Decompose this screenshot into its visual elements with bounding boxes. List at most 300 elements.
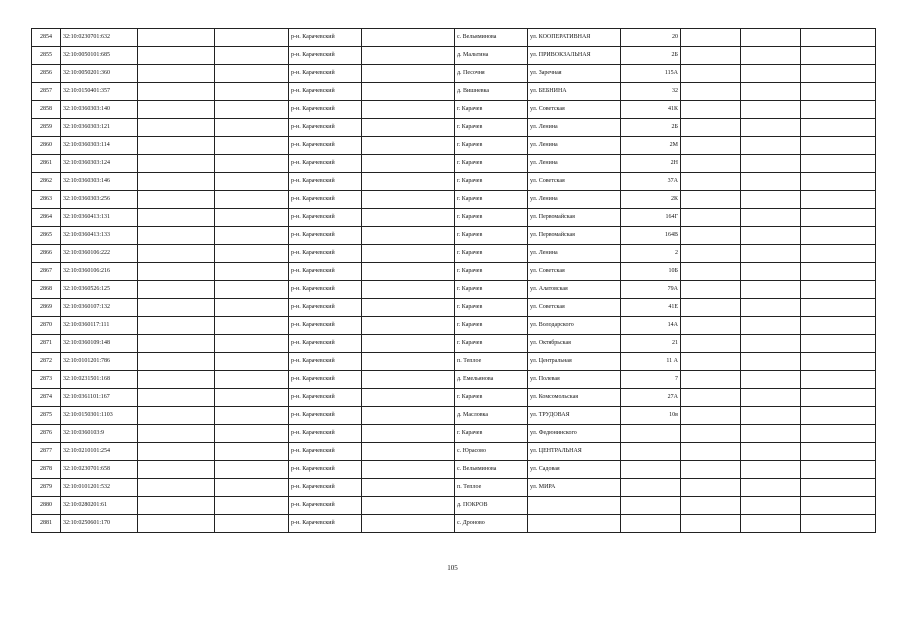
empty-cell [741, 299, 801, 317]
house-cell [621, 443, 681, 461]
district-cell: р-н. Карачевский [289, 137, 362, 155]
street-cell [528, 497, 621, 515]
house-cell: 32 [621, 83, 681, 101]
street-cell: ул. МИРА [528, 479, 621, 497]
empty-cell [741, 101, 801, 119]
street-cell: ул. Советская [528, 263, 621, 281]
table-row [32, 497, 876, 515]
locality-cell: г. Карачев [455, 335, 528, 353]
empty-cell [801, 245, 876, 263]
district-cell: р-н. Карачевский [289, 245, 362, 263]
row-number: 2877 [32, 443, 61, 461]
house-cell: 2Н [621, 155, 681, 173]
empty-cell [138, 227, 215, 245]
empty-cell [362, 83, 455, 101]
empty-cell [138, 245, 215, 263]
table-row [32, 29, 876, 47]
cadastral-number: 32:10:0360109:148 [61, 335, 138, 353]
empty-cell [801, 83, 876, 101]
district-cell: р-н. Карачевский [289, 299, 362, 317]
empty-cell [362, 65, 455, 83]
empty-cell [215, 83, 289, 101]
district-cell: р-н. Карачевский [289, 227, 362, 245]
empty-cell [681, 65, 741, 83]
empty-cell [215, 299, 289, 317]
empty-cell [801, 227, 876, 245]
empty-cell [215, 155, 289, 173]
empty-cell [362, 263, 455, 281]
registry-table [31, 28, 876, 533]
house-cell: 115А [621, 65, 681, 83]
empty-cell [362, 173, 455, 191]
empty-cell [138, 317, 215, 335]
empty-cell [362, 497, 455, 515]
street-cell: ул. Федюнинского [528, 425, 621, 443]
cadastral-number: 32:10:0360303:114 [61, 137, 138, 155]
row-number: 2863 [32, 191, 61, 209]
table-row [32, 335, 876, 353]
locality-cell: г. Карачев [455, 317, 528, 335]
district-cell: р-н. Карачевский [289, 407, 362, 425]
empty-cell [215, 263, 289, 281]
row-number: 2881 [32, 515, 61, 533]
street-cell: ул. Ленина [528, 155, 621, 173]
table-row [32, 65, 876, 83]
empty-cell [741, 479, 801, 497]
empty-cell [741, 227, 801, 245]
row-number: 2864 [32, 209, 61, 227]
empty-cell [681, 137, 741, 155]
empty-cell [362, 335, 455, 353]
empty-cell [362, 191, 455, 209]
locality-cell: г. Карачев [455, 389, 528, 407]
house-cell: 2Б [621, 47, 681, 65]
locality-cell: с. Вельяминова [455, 461, 528, 479]
house-cell [621, 425, 681, 443]
empty-cell [801, 407, 876, 425]
empty-cell [215, 29, 289, 47]
house-cell: 164Г [621, 209, 681, 227]
cadastral-number: 32:10:0230701:632 [61, 29, 138, 47]
empty-cell [681, 227, 741, 245]
house-cell: 2 [621, 245, 681, 263]
empty-cell [801, 155, 876, 173]
locality-cell: д. Вишневка [455, 83, 528, 101]
empty-cell [681, 119, 741, 137]
district-cell: р-н. Карачевский [289, 281, 362, 299]
empty-cell [138, 83, 215, 101]
district-cell: р-н. Карачевский [289, 209, 362, 227]
empty-cell [741, 245, 801, 263]
locality-cell: г. Карачев [455, 137, 528, 155]
empty-cell [215, 515, 289, 533]
district-cell: р-н. Карачевский [289, 29, 362, 47]
empty-cell [138, 443, 215, 461]
empty-cell [138, 29, 215, 47]
empty-cell [801, 101, 876, 119]
locality-cell: г. Карачев [455, 299, 528, 317]
empty-cell [741, 461, 801, 479]
empty-cell [362, 479, 455, 497]
house-cell: 2Б [621, 119, 681, 137]
street-cell: ул. Советская [528, 101, 621, 119]
table-row [32, 209, 876, 227]
house-cell: 10в [621, 407, 681, 425]
empty-cell [215, 407, 289, 425]
empty-cell [362, 425, 455, 443]
house-cell: 20 [621, 29, 681, 47]
empty-cell [362, 29, 455, 47]
empty-cell [741, 137, 801, 155]
empty-cell [138, 209, 215, 227]
cadastral-number: 32:10:0360103:9 [61, 425, 138, 443]
street-cell: ул. Первомайская [528, 209, 621, 227]
empty-cell [681, 461, 741, 479]
cadastral-number: 32:10:0210101:254 [61, 443, 138, 461]
empty-cell [215, 119, 289, 137]
empty-cell [215, 227, 289, 245]
empty-cell [138, 353, 215, 371]
locality-cell: д. Емельянова [455, 371, 528, 389]
locality-cell: г. Карачев [455, 263, 528, 281]
house-cell: 21 [621, 335, 681, 353]
empty-cell [801, 281, 876, 299]
house-cell: 2М [621, 137, 681, 155]
empty-cell [741, 425, 801, 443]
empty-cell [215, 281, 289, 299]
empty-cell [215, 479, 289, 497]
empty-cell [138, 101, 215, 119]
empty-cell [801, 173, 876, 191]
table-row [32, 479, 876, 497]
empty-cell [362, 209, 455, 227]
empty-cell [362, 155, 455, 173]
street-cell: ул. Ленина [528, 191, 621, 209]
empty-cell [741, 443, 801, 461]
street-cell: ул. Полевая [528, 371, 621, 389]
empty-cell [741, 155, 801, 173]
cadastral-number: 32:10:0150401:357 [61, 83, 138, 101]
empty-cell [741, 173, 801, 191]
locality-cell: д. Масловка [455, 407, 528, 425]
empty-cell [801, 371, 876, 389]
empty-cell [362, 317, 455, 335]
cadastral-number: 32:10:0361101:167 [61, 389, 138, 407]
locality-cell: г. Карачев [455, 155, 528, 173]
district-cell: р-н. Карачевский [289, 443, 362, 461]
locality-cell: д. Песочня [455, 65, 528, 83]
page-number: 105 [447, 564, 458, 572]
cadastral-number: 32:10:0360106:222 [61, 245, 138, 263]
empty-cell [741, 389, 801, 407]
row-number: 2878 [32, 461, 61, 479]
street-cell: ул. ТРУДОВАЯ [528, 407, 621, 425]
empty-cell [801, 29, 876, 47]
street-cell: ул. Комсомольская [528, 389, 621, 407]
row-number: 2880 [32, 497, 61, 515]
empty-cell [801, 497, 876, 515]
empty-cell [138, 389, 215, 407]
empty-cell [741, 353, 801, 371]
empty-cell [362, 101, 455, 119]
table-row [32, 407, 876, 425]
table-row [32, 317, 876, 335]
locality-cell: г. Карачев [455, 209, 528, 227]
locality-cell: г. Карачев [455, 119, 528, 137]
district-cell: р-н. Карачевский [289, 263, 362, 281]
cadastral-number: 32:10:0280201:61 [61, 497, 138, 515]
empty-cell [681, 101, 741, 119]
empty-cell [138, 47, 215, 65]
cadastral-number: 32:10:0360303:140 [61, 101, 138, 119]
empty-cell [681, 155, 741, 173]
empty-cell [801, 353, 876, 371]
table-row [32, 173, 876, 191]
district-cell: р-н. Карачевский [289, 83, 362, 101]
locality-cell: с. Юрасово [455, 443, 528, 461]
row-number: 2860 [32, 137, 61, 155]
empty-cell [138, 191, 215, 209]
cadastral-number: 32:10:0360303:124 [61, 155, 138, 173]
district-cell: р-н. Карачевский [289, 371, 362, 389]
street-cell: ул. Алатовская [528, 281, 621, 299]
empty-cell [215, 209, 289, 227]
empty-cell [801, 65, 876, 83]
empty-cell [215, 335, 289, 353]
row-number: 2874 [32, 389, 61, 407]
street-cell: ул. КООПЕРАТИВНАЯ [528, 29, 621, 47]
empty-cell [215, 443, 289, 461]
row-number: 2858 [32, 101, 61, 119]
empty-cell [741, 407, 801, 425]
empty-cell [801, 515, 876, 533]
district-cell: р-н. Карачевский [289, 515, 362, 533]
empty-cell [801, 479, 876, 497]
house-cell: 79А [621, 281, 681, 299]
empty-cell [801, 317, 876, 335]
empty-cell [801, 263, 876, 281]
empty-cell [681, 425, 741, 443]
table-row [32, 461, 876, 479]
district-cell: р-н. Карачевский [289, 47, 362, 65]
empty-cell [681, 299, 741, 317]
street-cell: ул. ЦЕНТРАЛЬНАЯ [528, 443, 621, 461]
locality-cell: г. Карачев [455, 191, 528, 209]
empty-cell [138, 281, 215, 299]
district-cell: р-н. Карачевский [289, 335, 362, 353]
row-number: 2856 [32, 65, 61, 83]
empty-cell [741, 209, 801, 227]
empty-cell [741, 263, 801, 281]
locality-cell: п. Теплое [455, 479, 528, 497]
table-row [32, 389, 876, 407]
house-cell [621, 515, 681, 533]
cadastral-number: 32:10:0101201:786 [61, 353, 138, 371]
empty-cell [681, 263, 741, 281]
district-cell: р-н. Карачевский [289, 317, 362, 335]
empty-cell [801, 443, 876, 461]
empty-cell [138, 65, 215, 83]
empty-cell [215, 245, 289, 263]
cadastral-number: 32:10:0360303:121 [61, 119, 138, 137]
empty-cell [215, 497, 289, 515]
empty-cell [215, 461, 289, 479]
cadastral-number: 32:10:0360117:111 [61, 317, 138, 335]
cadastral-number: 32:10:0360303:256 [61, 191, 138, 209]
empty-cell [801, 119, 876, 137]
empty-cell [138, 173, 215, 191]
empty-cell [362, 119, 455, 137]
empty-cell [362, 515, 455, 533]
empty-cell [362, 353, 455, 371]
row-number: 2869 [32, 299, 61, 317]
empty-cell [681, 389, 741, 407]
locality-cell: г. Карачев [455, 101, 528, 119]
row-number: 2868 [32, 281, 61, 299]
empty-cell [681, 515, 741, 533]
empty-cell [215, 173, 289, 191]
district-cell: р-н. Карачевский [289, 191, 362, 209]
empty-cell [741, 317, 801, 335]
empty-cell [741, 335, 801, 353]
empty-cell [215, 101, 289, 119]
empty-cell [741, 65, 801, 83]
empty-cell [215, 371, 289, 389]
row-number: 2865 [32, 227, 61, 245]
empty-cell [138, 497, 215, 515]
empty-cell [138, 371, 215, 389]
street-cell: ул. Ленина [528, 245, 621, 263]
street-cell: ул. ПРИВОКЗАЛЬНАЯ [528, 47, 621, 65]
district-cell: р-н. Карачевский [289, 461, 362, 479]
house-cell [621, 479, 681, 497]
empty-cell [801, 47, 876, 65]
empty-cell [801, 389, 876, 407]
empty-cell [741, 191, 801, 209]
locality-cell: г. Карачев [455, 425, 528, 443]
empty-cell [681, 245, 741, 263]
empty-cell [138, 335, 215, 353]
empty-cell [801, 461, 876, 479]
row-number: 2855 [32, 47, 61, 65]
district-cell: р-н. Карачевский [289, 173, 362, 191]
empty-cell [362, 443, 455, 461]
street-cell: ул. Первомайская [528, 227, 621, 245]
district-cell: р-н. Карачевский [289, 155, 362, 173]
empty-cell [138, 515, 215, 533]
cadastral-number: 32:10:0050201:360 [61, 65, 138, 83]
row-number: 2857 [32, 83, 61, 101]
empty-cell [138, 479, 215, 497]
row-number: 2867 [32, 263, 61, 281]
empty-cell [681, 209, 741, 227]
street-cell: ул. Ленина [528, 137, 621, 155]
locality-cell: п. Теплое [455, 353, 528, 371]
empty-cell [138, 155, 215, 173]
empty-cell [215, 47, 289, 65]
house-cell: 164В [621, 227, 681, 245]
empty-cell [215, 317, 289, 335]
table-row [32, 137, 876, 155]
street-cell: ул. Октябрьская [528, 335, 621, 353]
house-cell: 14А [621, 317, 681, 335]
row-number: 2861 [32, 155, 61, 173]
table-row [32, 227, 876, 245]
empty-cell [801, 299, 876, 317]
empty-cell [741, 497, 801, 515]
locality-cell: г. Карачев [455, 173, 528, 191]
cadastral-number: 32:10:0231501:168 [61, 371, 138, 389]
cadastral-number: 32:10:0250601:170 [61, 515, 138, 533]
row-number: 2854 [32, 29, 61, 47]
table-row [32, 425, 876, 443]
street-cell: ул. Заречная [528, 65, 621, 83]
row-number: 2859 [32, 119, 61, 137]
table-row [32, 83, 876, 101]
house-cell: 41К [621, 101, 681, 119]
empty-cell [681, 83, 741, 101]
street-cell: ул. БЕБНИНА [528, 83, 621, 101]
empty-cell [362, 137, 455, 155]
empty-cell [741, 281, 801, 299]
locality-cell: с. Дроново [455, 515, 528, 533]
table-row [32, 101, 876, 119]
empty-cell [801, 137, 876, 155]
empty-cell [362, 281, 455, 299]
district-cell: р-н. Карачевский [289, 65, 362, 83]
table-row [32, 191, 876, 209]
locality-cell: с. Вельяминова [455, 29, 528, 47]
empty-cell [681, 497, 741, 515]
row-number: 2873 [32, 371, 61, 389]
street-cell: ул. Садовая [528, 461, 621, 479]
street-cell: ул. Центральная [528, 353, 621, 371]
locality-cell: г. Карачев [455, 281, 528, 299]
empty-cell [362, 245, 455, 263]
empty-cell [138, 137, 215, 155]
empty-cell [741, 371, 801, 389]
row-number: 2876 [32, 425, 61, 443]
street-cell [528, 515, 621, 533]
empty-cell [741, 29, 801, 47]
empty-cell [681, 407, 741, 425]
locality-cell: д. Мальтина [455, 47, 528, 65]
empty-cell [215, 353, 289, 371]
district-cell: р-н. Карачевский [289, 119, 362, 137]
empty-cell [362, 371, 455, 389]
street-cell: ул. Советская [528, 299, 621, 317]
empty-cell [138, 407, 215, 425]
house-cell: 37А [621, 173, 681, 191]
empty-cell [215, 137, 289, 155]
house-cell: 41Е [621, 299, 681, 317]
empty-cell [801, 425, 876, 443]
house-cell [621, 461, 681, 479]
house-cell: 7 [621, 371, 681, 389]
cadastral-number: 32:10:0101201:532 [61, 479, 138, 497]
empty-cell [362, 461, 455, 479]
table-row [32, 263, 876, 281]
empty-cell [138, 119, 215, 137]
district-cell: р-н. Карачевский [289, 425, 362, 443]
row-number: 2866 [32, 245, 61, 263]
cadastral-number: 32:10:0050101:685 [61, 47, 138, 65]
row-number: 2862 [32, 173, 61, 191]
table-row [32, 155, 876, 173]
locality-cell: д. ПОКРОВ [455, 497, 528, 515]
empty-cell [681, 29, 741, 47]
empty-cell [681, 281, 741, 299]
